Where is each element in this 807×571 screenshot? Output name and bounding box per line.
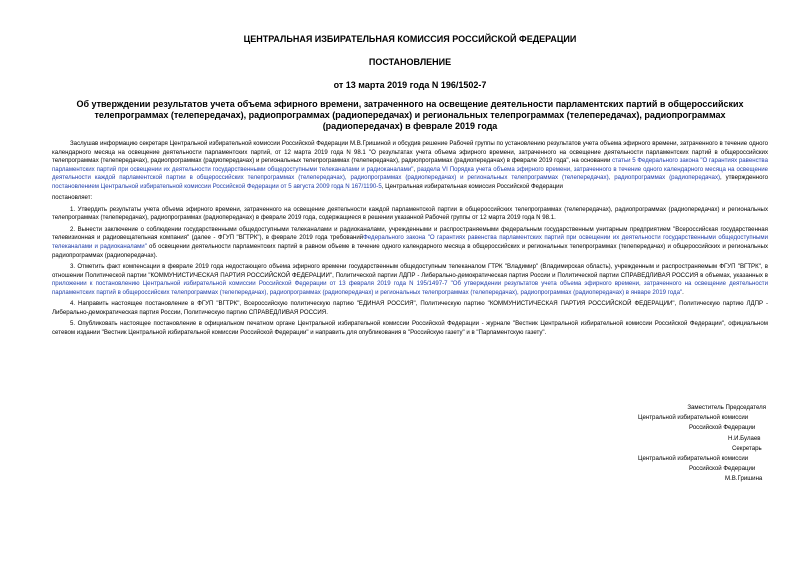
document-body	[52, 140, 768, 337]
signature-secretary-title: Секретарь	[732, 444, 762, 452]
paragraph-3-text: .	[682, 288, 684, 296]
paragraph-3	[52, 263, 768, 297]
document-date-number: от 13 марта 2019 года N 196/1502-7	[333, 80, 487, 90]
paragraph-5: 5. Опубликовать настоящее постановление в официальном печатном органе Центральной избирательной комиссии Российской Федерации - журнале "Вестник Центральной избирательной комиссии Российской Федерации", официальном сетевом издании "Вестник Центральной избирательной комиссии Российской Федерации" и направить для опубликования в "Российскую газету" и в "Парламентскую газету".	[52, 320, 768, 336]
preamble-paragraph	[52, 140, 768, 191]
paragraph-1: 1. Утвердить результаты учета объема эфирного времени, затраченного на освещение деятельности каждой парламентской партии в общероссийских телепрограммах (телепередачах), радиопрограммах (радиопередачах) и региональных телепрограммах (телепередачах), радиопрограммах (радиопередачах) в феврале 2019 года, содержащиеся в решении указанной Рабочей группы от 12 марта 2019 года N 98.1.	[52, 205, 768, 222]
paragraph-2-text: об освещении деятельности парламентских партий в равном объеме в течение одного календарного месяца в общероссийских и региональных телепрограммах (телепередачах) и общероссийских и региональных радиопрограммах (радиопередачах).	[52, 243, 768, 259]
federal-law-link[interactable]: Федерального закона "О гарантиях равенства парламентских партий при освещении их деятельности государственными общедоступными телеканалами и радиоканалами"	[52, 234, 768, 251]
paragraph-2	[52, 226, 768, 260]
paragraph-3-text: 3. Отметить факт компенсации в феврале 2019 года недостающего объема эфирного времени государственным общедоступным телеканалом ГТРК "Владимир" (Владимирская область), учрежденным и распространяемым ФГУП "ВГТРК", в отношении Политической партии "КОММУНИСТИЧЕСКАЯ ПАРТИЯ РОССИЙСКОЙ ФЕДЕРАЦИИ", Политической партии ЛДПР - Либерально-демократическая партия России и Политической партии СПРАВЕДЛИВАЯ РОССИЯ в объемах, указанных в	[52, 263, 768, 279]
signature-rf-line: Российской Федерации	[689, 424, 756, 432]
document-title: Об утверждении результатов учета объема эфирного времени, затраченного на освещение деятельности парламентских партий в общероссийских телепрограммах (телепередачах), радиопрограммах (радиопередачах) и региональных телепрограммах (телепередачах), радиопрограммах (радиопередачах) в феврале 2019 года	[76, 99, 744, 131]
paragraph-2-text: 2. Вынести заключение о соблюдении государственными общедоступными телеканалами и радиоканалами, учрежденными и распространяемыми федеральным государственным унитарным предприятием "Всероссийская государственная телевизионная и радиовещательная компания" (далее - ФГУП "ВГТРК"), в феврале 2019 года требований	[52, 225, 768, 242]
preamble-text: ,	[413, 165, 418, 173]
appendix-resolution-195-link[interactable]: приложении к постановлению Центральной избирательной комиссии Российской Федерации от 13 февраля 2019 года N 195/1497-7 "Об утверждении результатов учета объема эфирного времени, затраченного на освещение деятельности парламентских партий в общероссийских телепрограммах (телепередачах), радиопрограммах (радиопередачах) и региональных телепрограммах (телепередачах), радиопрограммах (радиопередачах) в январе 2019 года"	[52, 280, 768, 296]
signature-deputy-chairman-title: Заместитель Председателя	[687, 404, 766, 411]
document	[52, 34, 768, 337]
signature-name-grishina: М.В.Гришина	[725, 475, 763, 483]
signature-commission-line: Центральной избирательной комиссии	[638, 455, 749, 463]
preamble-text: , Центральная избирательная комиссия Российской Федерации	[381, 182, 563, 190]
signature-commission-line: Центральной избирательной комиссии	[638, 414, 749, 422]
preamble-text: , утвержденного	[720, 174, 768, 182]
preamble-text: Заслушав информацию секретаря Центральной избирательной комиссии Российской Федерации М.В.Гришиной и обсудив решение Рабочей группы по установлению результатов учета объема эфирного времени, затраченного в течение одного календарного месяца на освещение деятельности парламентских партий, от 12 марта 2019 года N 98.1 "О результатах учета объема эфирного времени, затраченного на освещение деятельности парламентских партий в общероссийских телепрограммах (телепередачах), радиопрограммах (радиопередачах) и региональных телепрограммах (телепередачах), радиопрограммах (радиопередачах) в феврале 2019 года", на основании	[52, 140, 768, 165]
paragraph-4: 4. Направить настоящее постановление в ФГУП "ВГТРК", Всероссийскую политическую партию "ЕДИНАЯ РОССИЯ", Политическую партию "КОММУНИСТИЧЕСКАЯ ПАРТИЯ РОССИЙСКОЙ ФЕДЕРАЦИИ", Политическую партию ЛДПР - Либерально-демократическая партия России, Политическую партию СПРАВЕДЛИВАЯ РОССИЯ.	[52, 300, 768, 316]
issuing-authority: ЦЕНТРАЛЬНАЯ ИЗБИРАТЕЛЬНАЯ КОМИССИЯ РОССИЙСКОЙ ФЕДЕРАЦИИ	[243, 34, 577, 44]
procedure-section-vi-link[interactable]: раздела VI Порядка учета объема эфирного времени, затраченного в течение одного календарного месяца на освещение деятельности каждой парламентской партии в общероссийских телепрограммах (телепередачах), радиопрограммах (радиопередачах) и региональных телепрограммах (телепередачах), радиопрограммах (радиопередачах)	[52, 165, 768, 182]
signature-block	[600, 403, 770, 485]
resolution-167-link[interactable]: постановлением Центральной избирательной комиссии Российской Федерации от 5 августа 2009 года N 167/1190-5	[52, 182, 382, 190]
signature-name-bulaev: Н.И.Булаев	[728, 434, 761, 442]
law-article-5-link[interactable]: статьи 5 Федерального закона "О гарантиях равенства парламентских партий при освещении их деятельности государственными общедоступными телеканалами и радиоканалами"	[52, 157, 768, 173]
document-type: ПОСТАНОВЛЕНИЕ	[368, 57, 452, 67]
signature-rf-line: Российской Федерации	[689, 465, 756, 473]
resolves-line: постановляет:	[52, 194, 93, 202]
